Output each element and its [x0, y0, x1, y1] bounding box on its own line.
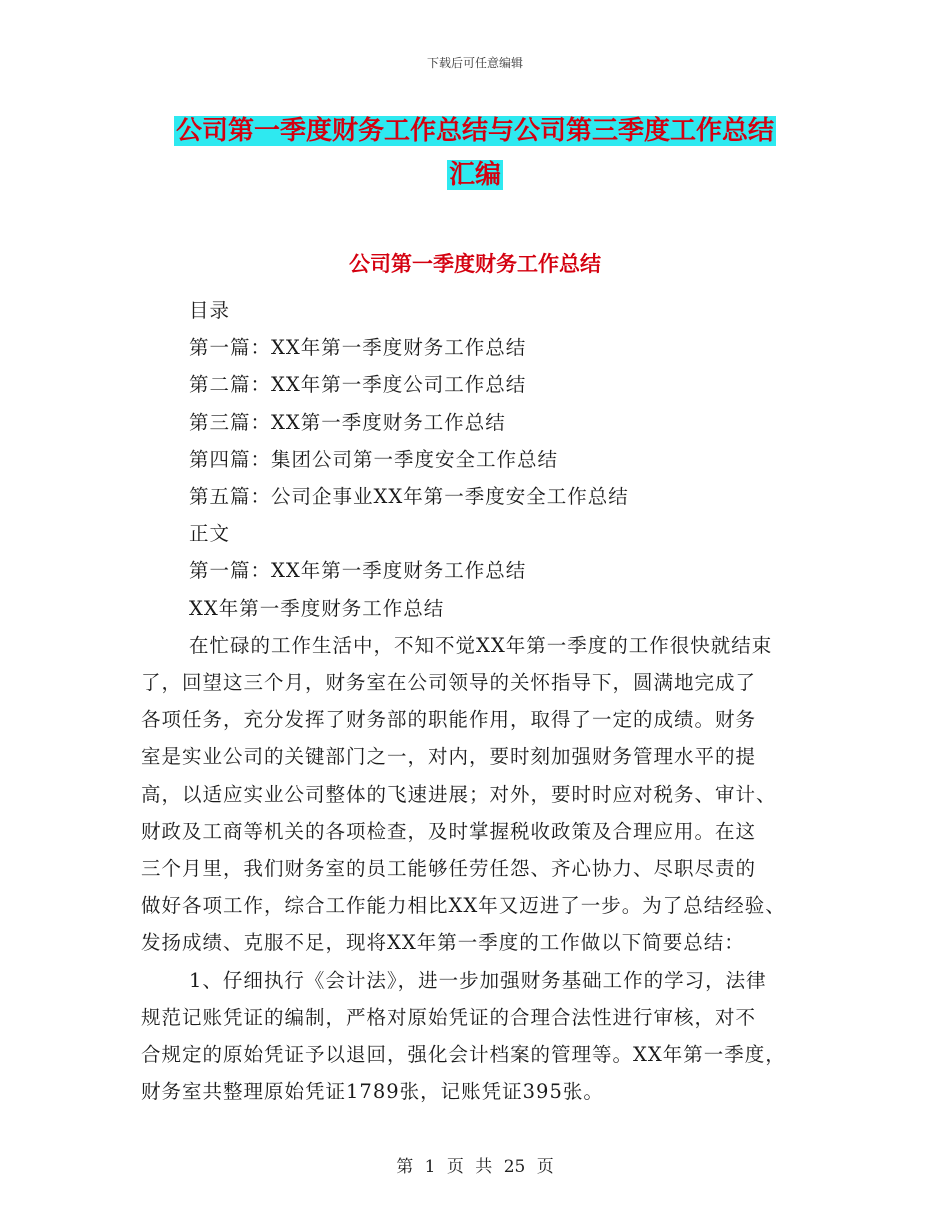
toc-item: 第四篇：集团公司第一季度安全工作总结	[189, 447, 559, 471]
document-body	[141, 292, 821, 1110]
paragraph-line: 高，以适应实业公司整体的飞速进展；对外，要时时应对税务、审计、	[141, 782, 777, 806]
paragraph-line: 财务室共整理原始凭证1789张，记账凭证395张。	[141, 1080, 604, 1104]
paragraph-line: 三个月里，我们财务室的员工能够任劳任怨、齐心协力、尽职尽责的	[141, 857, 757, 881]
toc-item: 第一篇：XX年第一季度财务工作总结	[189, 336, 527, 360]
paragraph-line: 合规定的原始凭证予以退回，强化会计档案的管理等。XX年第一季度，	[141, 1043, 786, 1067]
toc-item: 第五篇：公司企事业XX年第一季度安全工作总结	[189, 485, 629, 509]
paragraph-line: 在忙碌的工作生活中，不知不觉XX年第一季度的工作很快就结束	[189, 633, 773, 657]
toc-item: 第二篇：XX年第一季度公司工作总结	[189, 373, 527, 397]
paragraph-line: 各项任务，充分发挥了财务部的职能作用，取得了一定的成绩。财务	[141, 708, 757, 732]
page-footer: 第 1 页 共 25 页	[396, 1157, 554, 1177]
toc-heading: 目录	[189, 299, 231, 322]
paragraph-line: 室是实业公司的关键部门之一，对内，要时刻加强财务管理水平的提	[141, 745, 757, 769]
paragraph-line: 做好各项工作，综合工作能力相比XX年又迈进了一步。为了总结经验、	[141, 894, 786, 918]
paragraph-line: 规范记账凭证的编制，严格对原始凭证的合理合法性进行审核，对不	[141, 1005, 757, 1029]
toc-item: 第三篇：XX第一季度财务工作总结	[189, 410, 506, 434]
part-title: 第一篇：XX年第一季度财务工作总结	[189, 559, 527, 583]
doc-title: XX年第一季度财务工作总结	[189, 596, 445, 620]
document-title-text-1: 公司第一季度财务工作总结与公司第三季度工作总结	[175, 116, 774, 146]
paragraph-line: 财政及工商等机关的各项检查，及时掌握税收政策及合理应用。在这	[141, 819, 757, 843]
body-heading: 正文	[189, 522, 231, 546]
document-title-line-2	[0, 156, 950, 194]
paragraph-line: 发扬成绩、克服不足，现将XX年第一季度的工作做以下简要总结：	[141, 931, 745, 955]
paragraph-line: 了，回望这三个月，财务室在公司领导的关怀指导下，圆满地完成了	[141, 671, 757, 695]
header-note: 下载后可任意编辑	[426, 56, 523, 70]
document-title-text-2: 汇编	[448, 160, 501, 190]
paragraph-line: 1、仔细执行《会计法》，进一步加强财务基础工作的学习，法律	[189, 968, 767, 992]
section-title: 公司第一季度财务工作总结	[349, 252, 601, 276]
document-title-line-1	[0, 112, 950, 150]
